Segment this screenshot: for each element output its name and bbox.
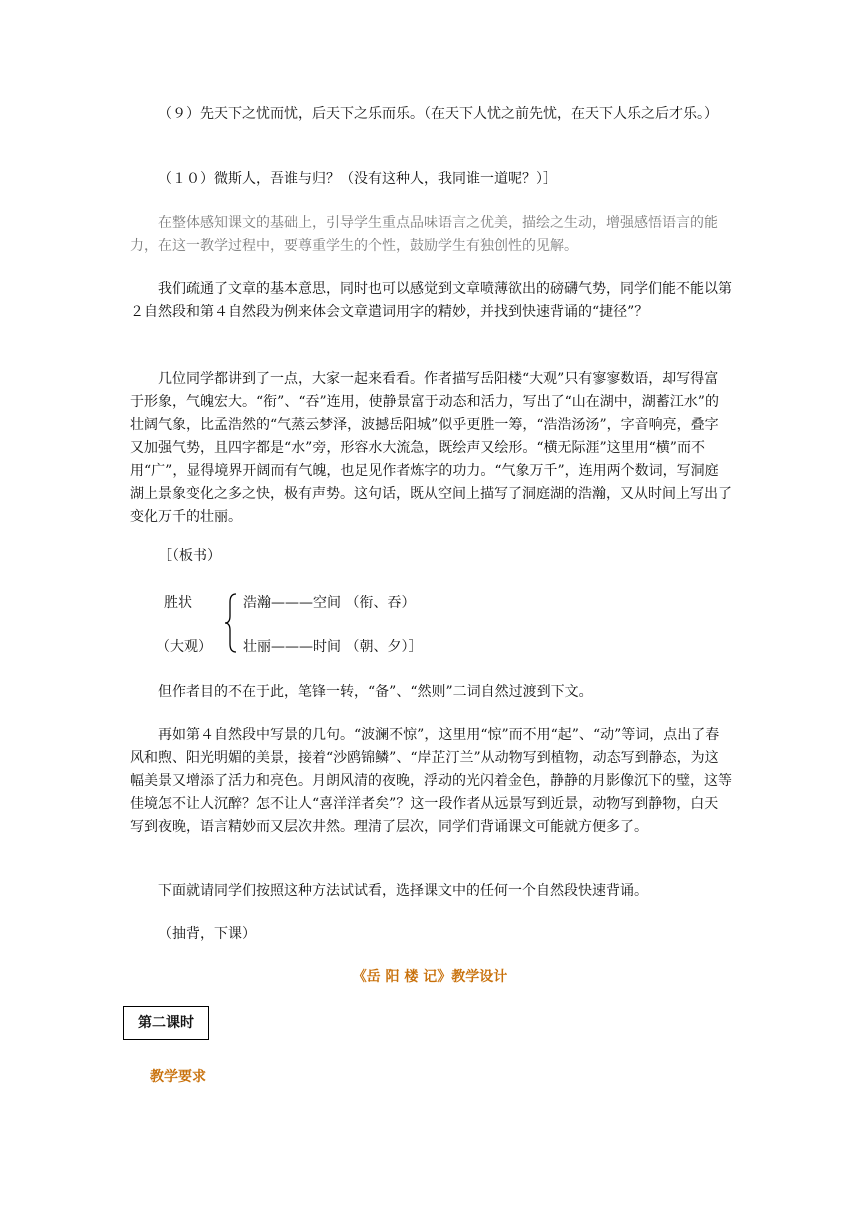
paragraph-practice: 下面就请同学们按照这种方法试试看，选择课文中的任何一个自然段快速背诵。	[158, 883, 648, 899]
document-title: 《岳 阳 楼 记》教学设计	[352, 969, 508, 985]
lesson-box: 第二课时	[123, 1006, 209, 1040]
paragraph-section-4: 再如第４自然段中写景的几句。“波澜不惊”，这里用“惊”而不用“起”、“动”等词，点出了春风和煦、阳光明媚的美景，接着“沙鸥锦鳞”、“岸芷汀兰”从动物写到植物，动态写到静态，为这幅美景又增添了活力和亮色。月朗风清的夜晚，浮动的光闪着金色，静静的月影像沉下的璧，这等佳境怎不让人沉醉？怎不让人“喜洋洋者矣”？这一段作者从远景写到近景，动物写到静物，白天写到夜晚，语言精妙而又层次井然。理清了层次，同学们背诵课文可能就方便多了。	[130, 727, 732, 835]
teaching-note: 在整体感知课文的基础上，引导学生重点品味语言之优美，描绘之生动，增强感悟语言的能力，在这一教学过程中，要尊重学生的个性，鼓励学生有独创性的见解。	[130, 215, 718, 254]
paragraph-intro: 我们疏通了文章的基本意思，同时也可以感觉到文章喷薄欲出的磅礴气势，同学们能不能以第２自然段和第４自然段为例来体会文章遣词用字的精妙，并找到快速背诵的“捷径”？	[130, 281, 732, 320]
board-row-2: 壮丽———时间 （朝、夕）］	[243, 639, 423, 655]
board-row-1: 浩瀚———空间 （衔、吞）	[243, 595, 416, 611]
board-label: ［（板书）	[158, 548, 221, 564]
paragraph-transition: 但作者目的不在于此，笔锋一转，“备”、“然则”二词自然过渡到下文。	[158, 684, 593, 700]
paragraph-item-9: （９）先天下之忧而忧，后天下之乐而乐。（在天下人忧之前先忧，在天下人乐之后才乐。）	[158, 106, 718, 122]
paragraph-analysis: 几位同学都讲到了一点，大家一起来看看。作者描写岳阳楼“大观”只有寥寥数语，却写得富于形象，气魄宏大。“衔”、“吞”连用，使静景富于动态和活力，写出了“山在湖中，湖蓄江水”的壮阔气象，比孟浩然的“气蒸云梦泽，波撼岳阳城”似乎更胜一筹，“浩浩汤汤”，字音响亮，叠字又加强气势，且四字都是“水”旁，形容水大流急，既绘声又绘形。“横无际涯”这里用“横”而不用“广”，显得境界开阔而有气魄，也足见作者炼字的功力。“气象万千”，连用两个数词，写洞庭湖上景象变化之多之快，极有声势。这句话，既从空间上描写了洞庭湖的浩瀚，又从时间上写出了变化万千的壮丽。	[130, 371, 732, 525]
board-left-top: 胜状	[164, 595, 192, 611]
brace-icon	[224, 592, 238, 654]
paragraph-end: （抽背，下课）	[158, 926, 256, 942]
board-left-bottom: （大观）	[156, 639, 212, 655]
paragraph-item-10: （１０）微斯人，吾谁与归？（没有这种人，我同谁一道呢？）］	[158, 171, 557, 187]
section-heading: 教学要求	[150, 1069, 206, 1085]
